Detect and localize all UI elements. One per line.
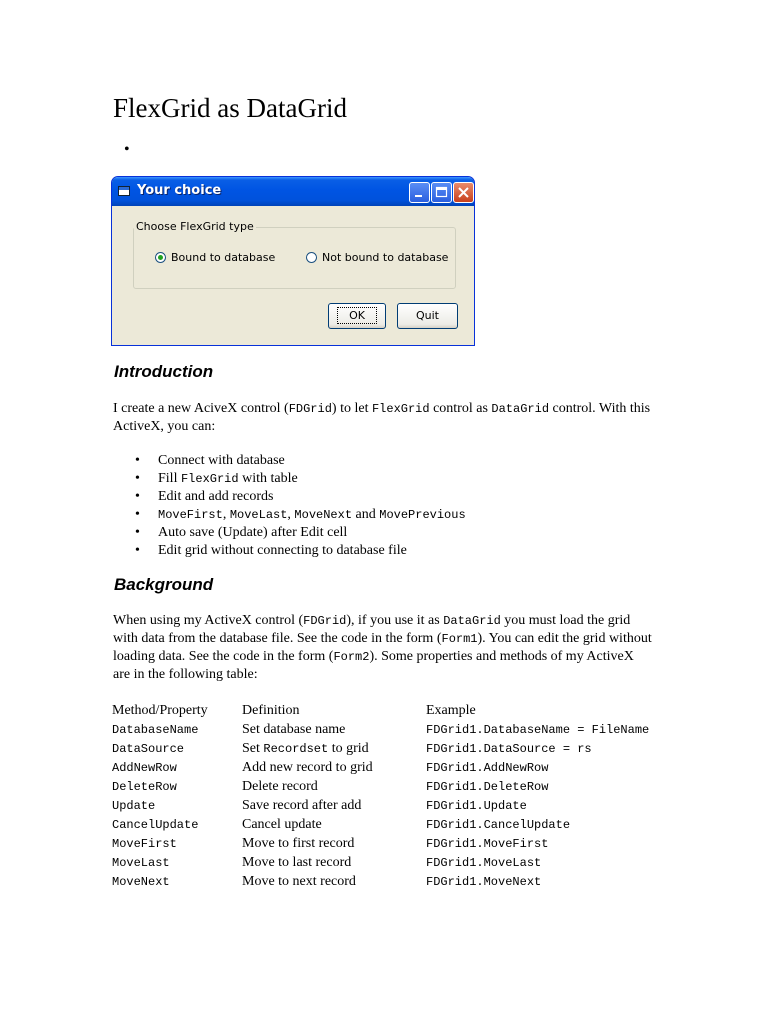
method-name-cell: DeleteRow [112,779,177,794]
background-heading: Background [114,575,214,594]
column-header: Example [426,702,476,718]
text: ). You can edit the grid without loading data. See the code in the form ( [113,631,652,664]
definition-cell [240,739,424,758]
groupbox-label: Choose FlexGrid type [136,220,254,233]
text: and [352,506,380,522]
list-item [113,542,466,560]
text: Fill [158,470,181,486]
code: FlexGrid [371,402,430,416]
text: Move to first record [242,835,355,851]
ok-button-label: OK [337,307,377,324]
example-cell: FDGrid1.DatabaseName = FileName [426,722,650,737]
introduction-heading: Introduction [114,362,214,381]
text: ) to let [331,401,372,416]
column-header: Definition [242,702,300,718]
text: to grid [328,740,369,756]
your-choice-dialog [111,176,475,346]
list-item [113,524,466,542]
definition-cell [240,872,424,891]
list-item [113,488,466,506]
example-cell: FDGrid1.AddNewRow [426,760,549,775]
table-row [110,720,651,739]
table-row [110,815,651,834]
empty-bullet: • [124,141,130,158]
radio-label: Not bound to database [322,251,449,264]
text: Edit and add records [158,489,274,505]
dialog-titlebar [112,177,474,206]
text: Delete record [242,778,318,794]
code: MoveFirst [158,507,223,522]
method-name-cell: DataSource [112,741,185,756]
column-header: Method/Property [112,702,208,718]
example-cell: FDGrid1.MoveLast [426,855,542,870]
list-item [113,452,466,470]
text: control as [429,401,492,416]
code: Form1 [441,632,478,646]
text: Save record after add [242,797,362,813]
code: DataGrid [491,402,550,416]
definition-cell [240,720,424,739]
code: MoveLast [229,507,288,522]
text: When using my ActiveX control ( [113,613,304,628]
code: MovePrevious [379,507,466,522]
text: Auto save (Update) after Edit cell [158,525,348,541]
close-icon[interactable] [453,182,474,203]
definition-cell [240,853,424,872]
code: FlexGrid [180,471,239,486]
text: Move to last record [242,854,352,870]
text: Connect with database [158,453,285,468]
minimize-icon[interactable] [409,182,430,203]
quit-button[interactable]: Quit [397,303,458,329]
background-paragraph [113,612,653,684]
code: Recordset [263,741,329,756]
table-row [110,834,651,853]
text: with table [238,470,298,486]
dialog-title: Your choice [137,183,222,198]
definition-cell [240,777,424,796]
page-title: FlexGrid as DataGrid [113,93,347,123]
table-header-row [110,701,651,720]
table-row [110,777,651,796]
table-row [110,872,651,891]
radio-selected-icon [155,252,166,263]
window-icon [118,186,130,196]
code: MoveNext [294,507,353,522]
table-row [110,739,651,758]
text: Add new record to grid [242,759,373,775]
radio-bound-to-database[interactable] [155,251,275,264]
method-name-cell: AddNewRow [112,760,177,775]
table-row [110,853,651,872]
method-name-cell: MoveNext [112,874,170,889]
method-name-cell: DatabaseName [112,722,199,737]
method-name-cell: MoveLast [112,855,170,870]
table-row [110,758,651,777]
ok-button[interactable] [328,303,386,329]
text: ). Some properties and methods of my ActiveX are in the following table: [113,649,634,682]
method-name-cell: Update [112,798,156,813]
text: Cancel update [242,816,322,832]
example-cell: FDGrid1.DeleteRow [426,779,549,794]
table-row [110,796,651,815]
method-name-cell: MoveFirst [112,836,177,851]
text: , [287,506,295,522]
text: ), if you use it as [346,613,444,628]
definition-cell [240,834,424,853]
code: FDGrid [288,402,332,416]
text: Set [242,740,264,756]
code: DataGrid [443,614,501,628]
example-cell: FDGrid1.CancelUpdate [426,817,571,832]
radio-unselected-icon [306,252,317,263]
definition-cell [240,815,424,834]
method-name-cell: CancelUpdate [112,817,199,832]
text: Set database name [242,721,346,737]
text: Move to next record [242,873,356,889]
text: control. With this ActiveX, you can: [113,401,651,434]
example-cell: FDGrid1.DataSource = rs [426,741,592,756]
definition-cell [240,758,424,777]
example-cell: FDGrid1.Update [426,798,527,813]
example-cell: FDGrid1.MoveNext [426,874,542,889]
text: Edit grid without connecting to database file [158,542,407,558]
maximize-icon[interactable] [431,182,452,203]
radio-not-bound-to-database[interactable] [306,251,448,264]
list-item [113,506,466,525]
feature-list [113,452,466,560]
example-cell: FDGrid1.MoveFirst [426,836,549,851]
introduction-paragraph [113,400,653,436]
text: , [222,506,230,522]
code: Form2 [333,650,370,664]
text: I create a new AciveX control ( [113,401,289,416]
list-item [113,470,466,489]
methods-table [110,701,651,891]
definition-cell [240,796,424,815]
code: FDGrid [303,614,347,628]
text: you must load the grid with data from the database file. See the code in the form ( [113,613,631,646]
radio-label: Bound to database [171,251,276,264]
